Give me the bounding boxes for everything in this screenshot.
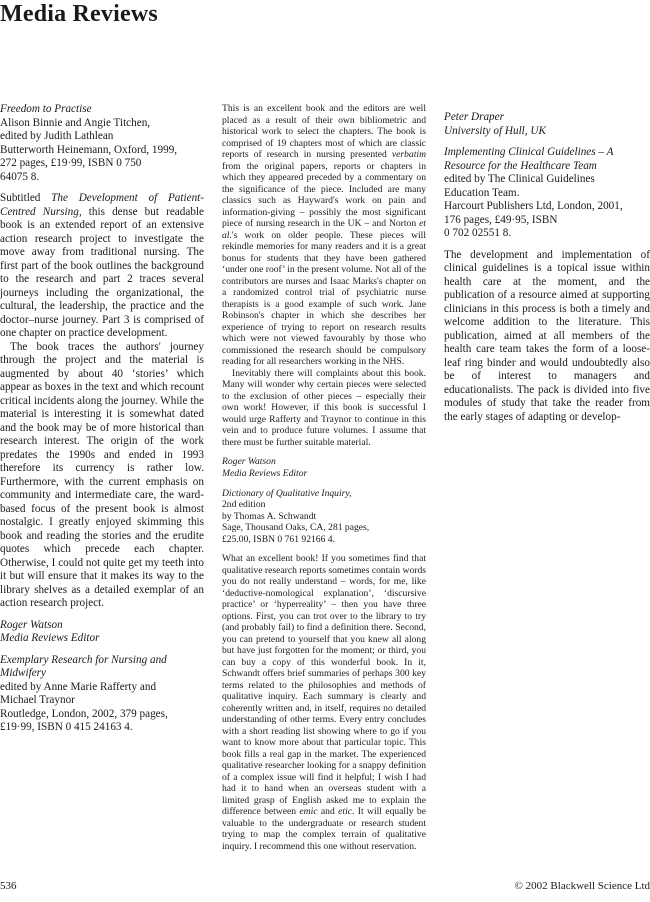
review-4-title: Implementing Clinical Guidelines – A Resource for the Healthcare Team	[444, 146, 614, 172]
review-1-publisher: Butterworth Heinemann, Oxford, 1999,	[0, 143, 178, 156]
review-3-bibliography	[222, 488, 426, 546]
text-run: and	[317, 806, 339, 818]
page-number: 536	[0, 880, 17, 892]
review-4-bibliography	[444, 146, 650, 241]
review-3-paragraph-1	[222, 553, 426, 852]
reviewer-role: University of Hull, UK	[444, 124, 546, 137]
italic-word: etic	[338, 806, 353, 818]
review-4-publisher: Harcourt Publishers Ltd, London, 2001,	[444, 200, 623, 212]
section-title: Media Reviews	[0, 1, 158, 27]
review-2-editors: edited by Anne Marie Rafferty and	[0, 680, 157, 693]
column-2	[222, 103, 426, 852]
text-run: from the original papers, reports or chapters in which they appeared preceded by a commentary on the significance of the piece. Included are many classics such as Hayward's work on pain and information-giving – possibly the most significant piece of nursing research in the UK – and Norton	[222, 160, 426, 230]
review-3-edition: 2nd edition	[222, 499, 266, 511]
review-1-details: 272 pages, £19·99, ISBN 0 750	[0, 157, 142, 169]
review-2-paragraph-1-cont	[222, 103, 426, 368]
reviewer-name: Roger Watson	[222, 456, 276, 468]
review-4-editors-2: Education Team.	[444, 186, 520, 199]
review-1-paragraph-2: The book traces the authors' journey through the project and the material is augmented by about 40 ‘stories’ which appear as boxes in the text and which recount critical incidents along the journey. While the material is interesting it is somewhat dated and the book may be of more historical than research interest. The origin of the work predates the 1990s and ended in 1993 therefore its currency is rather low. Furthermore, with the current emphasis on community and intermediate care, the ward-based focus of the present book is almost nostalgic. I greatly enjoyed skimming this book and reading the stories and the erudite quotes which precede each chapter. Otherwise, I could not quite get my teeth into it but will ensure that it makes its way to the library shelves as a detailed exemplar of an action research project.	[0, 340, 204, 609]
italic-word: verbatim	[391, 149, 426, 161]
text-run: What an excellent book! If you sometimes find that qualitative research reports sometimes contain words you do not really understand – words, for me, like ‘deductive-nomological explanation’, ‘discursive practice’ or ‘hyperreality’ – then you have three options. First, you can trot over to the library to try (and probably fail) to find a definition there. Second, you can pretend to yourself that you knew all along but have just forgotten for the moment; or third, you can buy a copy of this wonderful book. In it, Schwandt offers brief summaries of perhaps 300 key terms related to the philosophies and methods of qualitative inquiry. Each summary is clearly and coherently written and, in itself, requires no detailed understanding of other terms. Every entry concludes with a short reading list showing where to go if you want to know more about that particular topic. This book fills a real gap in the market. The experienced qualitative researcher looking for a snappy definition of a complex issue will find it helpful; I wish I had had it to hand when an overseas student with a limited grasp of English asked me to explain the difference between	[222, 553, 426, 818]
review-3-signature	[444, 111, 650, 138]
review-1-title: Freedom to Practise	[0, 103, 92, 115]
review-4-paragraph-1: The development and implementation of clinical guidelines is a topical issue within health care at the moment, and the publication of a resource aimed at supporting clinicians in this process is both a timely and welcome addition to the literature. This publication, aimed at all members of the health care team takes the form of a loose-leaf ring binder and would undoubtedly also be of interest to managers and educationalists. The pack is divided into five modules of study that take the reader from the early stages of adapting or develop-	[444, 248, 650, 423]
text-run: , this dense but readable book is an extended report of an extensive action research project to investigate the move away from traditional nursing. The first part of the book outlines the background to the research and part 2 traces several journeys including the organizational, the cultural, the leadership, the practice and the doctor–nurse journey. Part 3 is comprised of one chapter on practice development.	[0, 205, 204, 339]
column-3	[444, 103, 650, 424]
text-run: This is an excellent book and the editors are well placed as a result of their own bibliometric and historical work to select the chapters. The book is comprised of 19 chapters most of which are classic reports of research in nursing presented	[222, 103, 426, 161]
reviewer-role: Media Reviews Editor	[222, 467, 308, 479]
review-4-editors: edited by The Clinical Guidelines	[444, 173, 595, 185]
book-subtitle: The Development of Patient-Centred Nursing	[0, 192, 204, 218]
text-run: 's work on older people. These pieces will rekindle memories for many readers and it is a great bonus for students that they have been gathered ‘under one roof’ in the present volume. Not all of the contributors are nurses and Isaac Marks's chapter on a randomized control trial of psychiatric nurse therapists is a good example of such work. Jane Robinson's chapter in which she describes her experience of trying to report on research results which were not viewed favourably by those who commissioned the research should be compulsory reading for all researchers working in the NHS.	[222, 229, 426, 368]
review-1-authors: Alison Binnie and Angie Titchen,	[0, 116, 151, 129]
review-1-isbn: 64075 8.	[0, 170, 40, 183]
review-3-author: by Thomas A. Schwandt	[222, 510, 317, 522]
copyright-notice: © 2002 Blackwell Science Ltd	[514, 880, 650, 892]
review-1-editor: edited by Judith Lathlean	[0, 130, 114, 142]
review-2-publisher: Routledge, London, 2002, 379 pages,	[0, 707, 168, 720]
reviewer-role: Media Reviews Editor	[0, 632, 100, 644]
reviewer-name: Roger Watson	[0, 618, 63, 631]
review-4-details: 176 pages, £49·95, ISBN	[444, 213, 558, 226]
column-1	[0, 103, 204, 743]
review-3-details: £25.00, ISBN 0 761 92166 4.	[222, 533, 335, 545]
review-3-publisher: Sage, Thousand Oaks, CA, 281 pages,	[222, 522, 370, 534]
review-2-title: Exemplary Research for Nursing and Midwifery	[0, 653, 167, 679]
review-2-signature	[222, 456, 426, 479]
review-2-details: £19·99, ISBN 0 415 24163 4.	[0, 721, 133, 733]
review-1-paragraph-1	[0, 192, 204, 341]
reviewer-name: Peter Draper	[444, 111, 504, 123]
review-1-bibliography	[0, 103, 204, 184]
review-2-paragraph-2: Inevitably there will complaints about this book. Many will wonder why certain pieces were selected to the exclusion of other pieces – especially their own work! However, if this book is successful I would urge Rafferty and Traynor to continue in this vein and to produce future volumes. I assume that there must be further suitable material.	[222, 367, 426, 448]
review-2-bibliography	[0, 654, 204, 735]
text-run: Subtitled	[0, 192, 52, 204]
italic-word: emic	[299, 806, 318, 818]
italic-word: et al.	[222, 218, 426, 241]
review-2-editors-2: Michael Traynor	[0, 694, 75, 706]
text-run: . It will equally be valuable to the undergraduate or research student trying to map the complex terrain of qualitative inquiry. I recommend this one without reservation.	[222, 806, 426, 852]
review-3-title: Dictionary of Qualitative Inquiry,	[222, 487, 352, 499]
review-1-signature	[0, 619, 204, 646]
review-4-isbn: 0 702 02551 8.	[444, 227, 512, 239]
